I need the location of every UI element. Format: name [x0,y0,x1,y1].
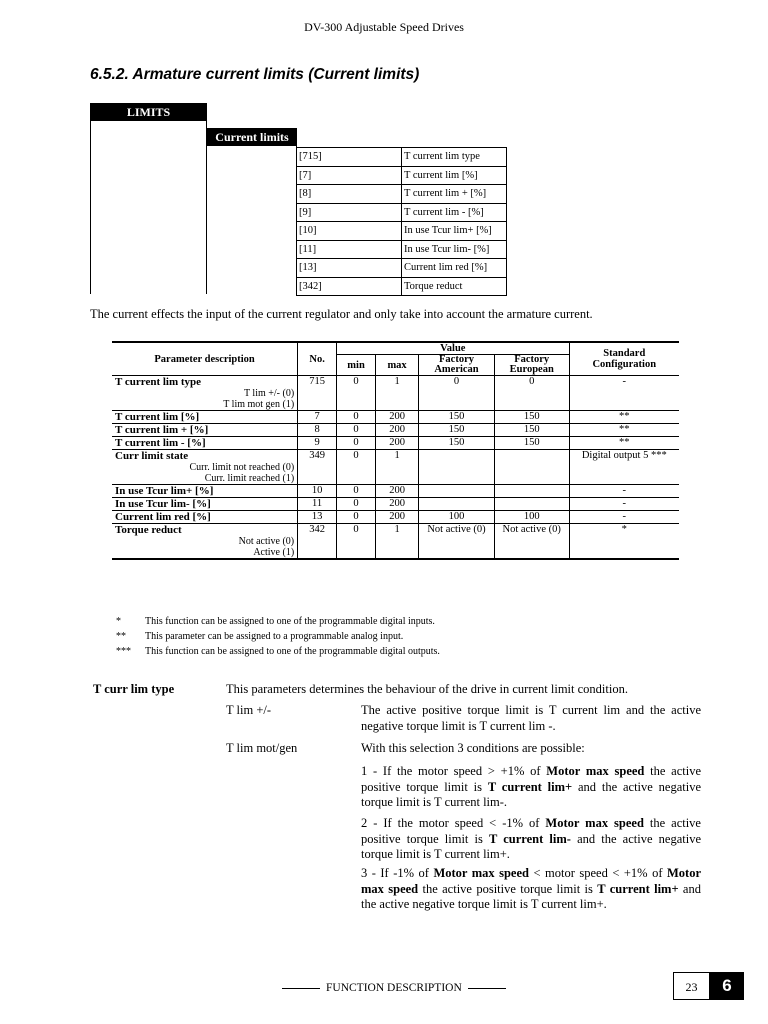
option-label-tlim-motgen: T lim mot/gen [226,741,298,755]
cell-min: 0 [337,511,376,524]
parameter-option: Curr. limit reached (1) [204,473,295,484]
cell-std: - [569,511,679,524]
cell-no: 8 [298,424,337,437]
menu-param-row [297,277,507,296]
parameter-name: In use Tcur lim+ [%] [115,485,214,497]
footnote [116,614,440,629]
header-value: Value [337,342,569,355]
c3-b: Motor max speed [433,866,529,880]
cell-min: 0 [337,376,376,411]
menu-param-name: T current lim [%] [402,166,507,185]
c3-g: and the active negative torque limit is T current lim+. [361,881,701,911]
cell-std: - [569,376,679,411]
c3-f: T current lim+ [597,881,679,896]
menu-param-name: In use Tcur lim+ [%] [402,222,507,241]
intro-paragraph: The current effects the input of the current regulator and only take into account the armature current. [90,307,593,321]
cell-std: * [569,524,679,560]
cell-feu: 150 [494,424,569,437]
c2-a: 2 - If the motor speed < -1% of [361,816,546,830]
parameter-name: T current lim type [115,376,202,388]
cell-max: 1 [376,450,419,485]
footnote-text: This parameter can be assigned to a programmable analog input. [145,631,404,642]
cell-feu: Not active (0) [494,524,569,560]
cell-no: 342 [298,524,337,560]
page-number: 23 [673,972,710,1000]
table-row [112,450,679,485]
description-intro: This parameters determines the behaviour of the drive in current limit condition. [226,682,628,696]
menu-param-name: In use Tcur lim- [%] [402,240,507,259]
condition-2 [361,816,701,863]
menu-param-no: [715] [297,148,402,167]
cell-max: 200 [376,424,419,437]
footer-rule [468,988,506,989]
menu-param-no: [11] [297,240,402,259]
menu-param-row [297,185,507,204]
cell-min: 0 [337,424,376,437]
footnotes [116,614,440,659]
cell-no: 715 [298,376,337,411]
menu-param-row [297,203,507,222]
c2-c: the active positive torque limit is [361,816,701,846]
header-standard-configuration [569,342,679,376]
table-row [112,498,679,511]
cell-parameter [112,498,298,511]
cell-std: - [569,485,679,498]
menu-param-row [297,222,507,241]
cell-fam: 100 [419,511,495,524]
parameter-name: T current lim + [%] [115,424,209,436]
condition-3 [361,866,701,913]
cell-no: 9 [298,437,337,450]
menu-param-no: [8] [297,185,402,204]
page-header: DV-300 Adjustable Speed Drives [304,20,464,34]
cell-feu: 100 [494,511,569,524]
footer-rule [282,988,320,989]
condition-1 [361,764,701,811]
cell-feu [494,450,569,485]
cell-no: 13 [298,511,337,524]
cell-fam: 150 [419,437,495,450]
footer-label [276,982,512,994]
section-title: 6.5.2. Armature current limits (Current limits) [90,66,420,83]
parameter-option: Active (1) [253,547,295,558]
footnote [116,644,440,659]
header-no: No. [298,342,337,376]
cell-parameter [112,485,298,498]
menu-param-no: [7] [297,166,402,185]
cell-feu [494,485,569,498]
tree-line [206,121,207,294]
menu-param-no: [10] [297,222,402,241]
cell-no: 349 [298,450,337,485]
cell-no: 10 [298,485,337,498]
c2-e: and the active negative torque limit is T current lim+. [361,831,701,861]
description-term: T curr lim type [93,682,175,696]
cell-min: 0 [337,411,376,424]
c1-c: the active positive torque limit is [361,764,701,794]
cell-fam: 150 [419,424,495,437]
menu-sub-current-limits: Current limits [207,128,297,146]
cell-max: 200 [376,411,419,424]
table-row [112,511,679,524]
cell-parameter [112,437,298,450]
cell-min: 0 [337,437,376,450]
cell-parameter [112,450,298,485]
footer-text: FUNCTION DESCRIPTION [326,982,462,994]
header-param-description: Parameter description [112,342,298,376]
cell-min: 0 [337,485,376,498]
menu-param-no: [342] [297,277,402,296]
header-factory-european [494,355,569,376]
c3-a: 3 - If -1% of [361,866,434,880]
header-factory-american [419,355,495,376]
cell-fam [419,450,495,485]
cell-max: 1 [376,376,419,411]
cell-parameter [112,411,298,424]
cell-fam: 150 [419,411,495,424]
table-row [112,411,679,424]
table-row [112,485,679,498]
parameter-name: Torque reduct [115,524,182,536]
cell-parameter [112,524,298,560]
menu-param-row [297,240,507,259]
cell-std: Digital output 5 *** [569,450,679,485]
cell-feu: 0 [494,376,569,411]
cell-fam [419,498,495,511]
option-label-tlim: T lim +/- [226,703,272,717]
chapter-number: 6 [710,972,744,1000]
cell-feu: 150 [494,411,569,424]
menu-param-no: [9] [297,203,402,222]
cell-parameter [112,511,298,524]
header-max: max [376,355,419,376]
header-min: min [337,355,376,376]
cell-no: 11 [298,498,337,511]
cell-std: ** [569,424,679,437]
cell-std: ** [569,437,679,450]
cell-max: 1 [376,524,419,560]
parameter-name: T current lim [%] [115,411,200,423]
option-text-tlim: The active positive torque limit is T current lim and the active negative torque limit is T current lim -. [361,703,701,733]
footnote-text: This function can be assigned to one of the programmable digital outputs. [145,646,440,657]
menu-param-list [296,147,507,296]
cell-fam: Not active (0) [419,524,495,560]
c3-c: < motor speed < +1% of [528,866,667,880]
c2-b: Motor max speed [545,816,644,830]
option-text-tlim-motgen: With this selection 3 conditions are possible: [361,741,585,755]
menu-param-name: T current lim type [402,148,507,167]
header-feu-line2: European [509,364,554,375]
cell-min: 0 [337,450,376,485]
parameter-table [112,341,679,560]
cell-std: ** [569,411,679,424]
table-row [112,524,679,560]
header-feu-line1: Factory [514,354,550,365]
table-row [112,376,679,411]
c1-a: 1 - If the motor speed > +1% of [361,764,547,778]
header-fam-line1: Factory [439,354,474,365]
c3-e: the active positive torque limit is [418,881,598,896]
parameter-name: Current lim red [%] [115,511,211,523]
cell-parameter [112,376,298,411]
cell-fam [419,485,495,498]
menu-root-limits: LIMITS [90,103,207,121]
cell-max: 200 [376,485,419,498]
parameter-name: Curr limit state [115,450,189,462]
menu-param-name: Torque reduct [402,277,507,296]
cell-max: 200 [376,437,419,450]
cell-feu [494,498,569,511]
cell-fam: 0 [419,376,495,411]
parameter-option: T lim +/- (0) [243,388,295,399]
cell-parameter [112,424,298,437]
footnote-mark: * [116,616,121,627]
c3-d: Motor max speed [361,866,701,896]
menu-param-name: T current lim - [%] [402,203,507,222]
cell-min: 0 [337,498,376,511]
parameter-name: T current lim - [%] [115,437,206,449]
header-std-line1: Standard [603,348,646,359]
parameter-option: Not active (0) [238,536,295,547]
menu-param-row [297,166,507,185]
menu-param-name: Current lim red [%] [402,259,507,278]
parameter-option: T lim mot gen (1) [223,399,295,410]
cell-min: 0 [337,524,376,560]
menu-param-row [297,259,507,278]
footnote [116,629,440,644]
c1-b: Motor max speed [546,764,645,778]
footnote-text: This function can be assigned to one of the programmable digital inputs. [145,616,435,627]
c1-e: and the active negative torque limit is T current lim-. [361,779,701,809]
table-row [112,424,679,437]
cell-max: 200 [376,498,419,511]
cell-std: - [569,498,679,511]
menu-param-row [297,148,507,167]
tree-line [90,121,91,294]
footnote-mark: ** [116,631,126,642]
parameter-name: In use Tcur lim- [%] [115,498,211,510]
c2-d: T current lim- [489,831,571,846]
menu-param-no: [13] [297,259,402,278]
header-std-line2: Configuration [592,359,657,370]
c1-d: T current lim+ [487,779,573,794]
footnote-mark: *** [116,646,131,657]
header-fam-line2: American [434,364,479,375]
cell-no: 7 [298,411,337,424]
parameter-option: Curr. limit not reached (0) [189,462,295,473]
cell-max: 200 [376,511,419,524]
cell-feu: 150 [494,437,569,450]
menu-param-name: T current lim + [%] [402,185,507,204]
table-row [112,437,679,450]
